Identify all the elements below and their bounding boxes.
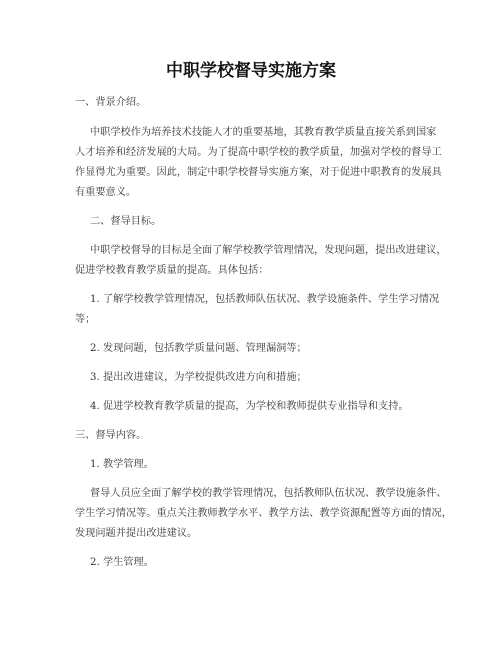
paragraph-line: 有重要意义。	[75, 187, 137, 198]
paragraph-line: 督导人员应全面了解学校的教学管理情况，包括教师队伍状况、教学设施条件、	[90, 488, 447, 499]
paragraph-line: 发现问题并提出改进建议。	[75, 528, 198, 539]
paragraph-line: 中职学校作为培养技术技能人才的重要基地，其教育教学质量直接关系到国家	[90, 127, 437, 138]
list-item: 4. 促进学校教育教学质量的提高，为学校和教师提供专业指导和支持。	[90, 401, 409, 412]
document-title: 中职学校督导实施方案	[166, 61, 336, 81]
list-item: 1. 了解学校教学管理情况，包括教师队伍状况、教学设施条件、学生学习情况	[90, 294, 440, 305]
paragraph-line: 人才培养和经济发展的大局。为了提高中职学校的教学质量，加强对学校的督导工	[75, 147, 442, 158]
section-heading-background: 一、背景介绍。	[75, 97, 147, 108]
paragraph-line: 学生学习情况等。重点关注教师教学水平、教学方法、教学资源配置等方面的情况，	[75, 508, 452, 519]
list-item: 3. 提出改进建议，为学校提供改进方向和措施；	[90, 372, 307, 383]
subsection-heading: 1. 教学管理。	[90, 459, 154, 470]
list-item: 2. 发现问题，包括教学质量问题、管理漏洞等；	[90, 343, 307, 354]
paragraph-line: 作显得尤为重要。因此，制定中职学校督导实施方案，对于促进中职教育的发展具	[75, 167, 442, 178]
section-heading-goals: 二、督导目标。	[90, 216, 162, 227]
paragraph-line: 促进学校教育教学质量的提高。具体包括：	[75, 265, 269, 276]
paragraph-line: 中职学校督导的目标是全面了解学校教学管理情况，发现问题，提出改进建议，	[90, 245, 447, 256]
section-heading-content: 三、督导内容。	[75, 430, 147, 441]
list-item-continuation: 等；	[75, 314, 96, 325]
subsection-heading: 2. 学生管理。	[90, 557, 154, 568]
